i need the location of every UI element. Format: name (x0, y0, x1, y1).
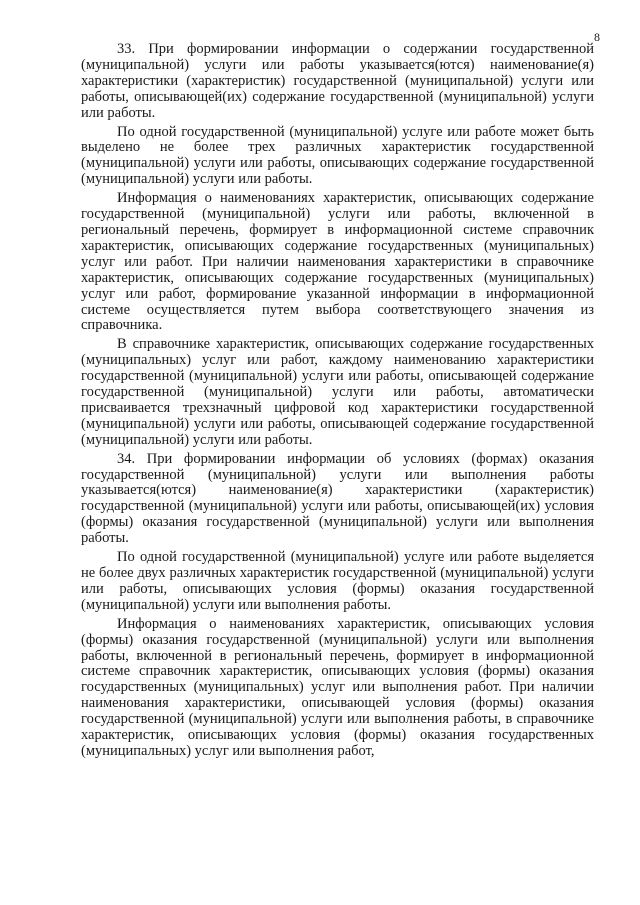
paragraph-content-code: В справочнике характеристик, описывающих содержание государственных (муниципальных) услуг или работ, каждому наименованию характеристики государственной (муниципальной) услуги или работы, описывающей содержание государственной (муниципальной) услуги или работы, автоматически присваивается трехзначный цифровой код характеристики государственной (муниципальной) услуги или работы, описывающей содержание государственной (муниципальной) услуги или работы. (81, 336, 594, 448)
paragraph-33-content: 33. При формировании информации о содержании государственной (муниципальной) услуги или работы указывается(ются) наименование(я) характеристики (характеристик) государственной (муниципальной) услуги или работы, описывающей(их) содержание государственной (муниципальной) услуги или работы. (81, 41, 594, 121)
document-body (81, 42, 594, 763)
paragraph-34-conditions: 34. При формировании информации об условиях (формах) оказания государственной (муниципальной) услуги или выполнения работы указывается(ются) наименование(я) характеристики (характеристик) государственной (муниципальной) услуги или работы, описывающей(их) условия (формы) оказания государственной (муниципальной) услуги или выполнения работы. (81, 450, 594, 547)
page-number: 8 (594, 30, 600, 44)
paragraph-conditions-limit: По одной государственной (муниципальной) услуге или работе выделяется не более двух различных характеристик государственной (муниципальной) услуги или работы, описывающих условия (формы) оказания государственной (муниципальной) услуги или выполнения работы. (81, 549, 594, 613)
paragraph-content-limit: По одной государственной (муниципальной) услуге или работе может быть выделено не более трех различных характеристик государственной (муниципальной) услуги или работы, описывающих содержание государственной (муниципальной) услуги или работы. (81, 123, 594, 188)
paragraph-conditions-directory: Информация о наименованиях характеристик, описывающих условия (формы) оказания государственной (муниципальной) услуги или выполнения работы, включенной в региональный перечень, формирует в информационной системе справочник характеристик, описывающих условия (формы) оказания государственных (муниципальных) услуг или выполнения работ. При наличии наименования характеристики, описывающей условия (формы) оказания государственной (муниципальной) услуги или выполнения работы, в справочнике характеристик, описывающих условия (формы) оказания государственных (муниципальных) услуг или выполнения работ, (81, 615, 594, 759)
paragraph-content-directory: Информация о наименованиях характеристик, описывающих содержание государственной (муниципальной) услуги или работы, включенной в региональный перечень, формирует в информационной системе справочник характеристик, описывающих содержание государственных (муниципальных) услуг или работ. При наличии наименования характеристики в справочнике характеристик, описывающих содержание государственных (муниципальных) услуг или работ, формирование указанной информации в информационной системе осуществляется путем выбора соответствующего значения из справочника. (81, 190, 594, 334)
